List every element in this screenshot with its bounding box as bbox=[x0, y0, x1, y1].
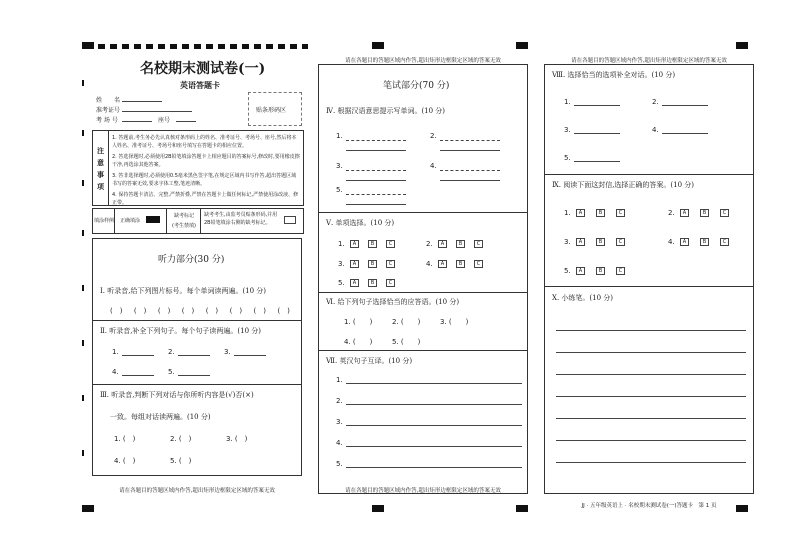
q5-5-option-c[interactable]: C bbox=[386, 279, 395, 287]
q4-answer-1b[interactable] bbox=[346, 150, 406, 151]
q4-answer-3[interactable] bbox=[346, 170, 406, 171]
q6-item-2[interactable]: 2. ( ) bbox=[392, 318, 421, 326]
q9-4-option-c[interactable]: C bbox=[720, 238, 729, 246]
q9-2-option-a[interactable]: A bbox=[680, 209, 689, 217]
written-title: 笔试部分(70 分) bbox=[383, 81, 450, 91]
q4-answer-1[interactable] bbox=[346, 140, 406, 141]
q4-answer-5[interactable] bbox=[346, 194, 406, 195]
q9-item-4: 4. bbox=[668, 238, 675, 246]
q6-item-4[interactable]: 4. ( ) bbox=[344, 338, 373, 346]
q1-blank[interactable]: ( ) bbox=[181, 307, 195, 315]
q5-2-option-b[interactable]: B bbox=[456, 240, 465, 248]
header-note-right: 请在各题目的答题区域内作答,超出矩形边框限定区域的答案无效 bbox=[571, 58, 727, 64]
q4-answer-2[interactable] bbox=[440, 140, 500, 141]
q2-item-3: 3. bbox=[224, 348, 231, 356]
q8-item-4: 4. bbox=[652, 126, 659, 134]
q5-5-option-a[interactable]: A bbox=[350, 279, 359, 287]
corner-mark bbox=[516, 505, 528, 512]
q10-line[interactable] bbox=[556, 330, 746, 331]
q9-1-option-b[interactable]: B bbox=[596, 209, 605, 217]
q5-1-option-a[interactable]: A bbox=[350, 240, 359, 248]
q9-2-option-b[interactable]: B bbox=[700, 209, 709, 217]
header-note-mid: 请在各题目的答题区域内作答,超出矩形边框限定区域的答案无效 bbox=[345, 58, 501, 64]
q4-answer-4[interactable] bbox=[440, 170, 500, 171]
q10-line[interactable] bbox=[556, 396, 746, 397]
notes-divider bbox=[108, 130, 109, 206]
q4-item-1: 1. bbox=[336, 132, 343, 140]
q4-answer-3b[interactable] bbox=[346, 180, 406, 181]
q9-item-5: 5. bbox=[564, 267, 571, 275]
name-field[interactable] bbox=[122, 101, 162, 102]
q10-line[interactable] bbox=[556, 440, 746, 441]
q5-4-option-b[interactable]: B bbox=[456, 260, 465, 268]
q9-3-option-a[interactable]: A bbox=[576, 238, 585, 246]
q8-answer-3[interactable] bbox=[574, 133, 620, 134]
q7-answer-2[interactable] bbox=[346, 404, 522, 405]
exam-subtitle: 英语答题卡 bbox=[180, 80, 220, 90]
q1-blank[interactable]: ( ) bbox=[229, 307, 243, 315]
footer-note-left: 请在各题目的答题区域内作答,超出矩形边框限定区域的答案无效 bbox=[119, 488, 275, 494]
q9-title: Ⅸ. 阅读下面这封信,选择正确的答案。(10 分) bbox=[552, 181, 695, 189]
q3-item-4[interactable]: 4. ( ) bbox=[114, 457, 136, 465]
correct-fill-sample bbox=[146, 216, 160, 223]
q9-5-option-c[interactable]: C bbox=[616, 267, 625, 275]
q5-4-option-c[interactable]: C bbox=[474, 260, 483, 268]
absent-note: 缺考考生,由监考员贴条形码,并用2B铅笔填涂右侧的缺考标记。 bbox=[204, 212, 278, 226]
q5-1-option-b[interactable]: B bbox=[368, 240, 377, 248]
q8-answer-4[interactable] bbox=[662, 133, 708, 134]
name-label: 姓 名 bbox=[96, 97, 121, 104]
right-column bbox=[544, 64, 754, 494]
q5-item-1: 1. bbox=[338, 240, 345, 248]
barcode-label: 贴条形码区 bbox=[256, 107, 287, 114]
q4-title: Ⅳ. 根据汉语意思提示写单词。(10 分) bbox=[326, 107, 446, 115]
q9-3-option-b[interactable]: B bbox=[596, 238, 605, 246]
notes-text: 1. 答题前,考生务必先认真核对条形码上的姓名、准考证号、考场号、座号,然后将本人姓名、准考证号、考场号和座号填写在答题卡的相应位置。 2. 答选择题时,必须使用2B铅笔填涂答题卡上相应题目的答案标号,修改时,要用橡皮擦干净,再选涂其他答案。 3. 答非选择题时,必须使用0.5毫米黑色签字笔,在规定区域内书写作答,超出答题区域书写的答案无效,要求字体工整,笔迹清晰。 4. 保持答题卡清洁、完整,严禁折叠,严禁在答题卡上做任何标记,严禁使用涂改液、修正带。 bbox=[112, 135, 300, 206]
timing-track bbox=[98, 44, 308, 49]
q9-2-option-c[interactable]: C bbox=[720, 209, 729, 217]
side-mark bbox=[82, 230, 84, 236]
seat-field[interactable] bbox=[176, 121, 196, 122]
exam-no-label: 准考证号 bbox=[96, 107, 121, 114]
q9-item-1: 1. bbox=[564, 209, 571, 217]
q5-2-option-c[interactable]: C bbox=[474, 240, 483, 248]
q9-5-option-b[interactable]: B bbox=[596, 267, 605, 275]
listening-title: 听力部分(30 分) bbox=[158, 255, 225, 265]
q4-answer-2b[interactable] bbox=[440, 150, 500, 151]
q3-title-2: 一致。每组对话读两遍。(10 分) bbox=[110, 413, 211, 421]
q5-item-5: 5. bbox=[338, 279, 345, 287]
correct-fill-label: 正确填涂 bbox=[120, 218, 141, 224]
q7-item-5: 5. bbox=[336, 460, 343, 468]
q9-4-option-a[interactable]: A bbox=[680, 238, 689, 246]
q2-title: Ⅱ. 听录音,补全下列句子。每个句子读两遍。(10 分) bbox=[100, 327, 262, 335]
venue-field[interactable] bbox=[122, 121, 152, 122]
q1-blank[interactable]: ( ) bbox=[253, 307, 266, 315]
side-mark bbox=[82, 450, 84, 456]
absent-mark-label: 缺考标记 bbox=[174, 213, 195, 219]
q4-item-3: 3. bbox=[336, 162, 343, 170]
q7-answer-1[interactable] bbox=[346, 383, 522, 384]
q3-item-3[interactable]: 3. ( ) bbox=[226, 435, 248, 443]
q5-item-4: 4. bbox=[426, 260, 433, 268]
q4-item-2: 2. bbox=[430, 132, 437, 140]
q8-item-5: 5. bbox=[564, 154, 571, 162]
q1-answer-row bbox=[110, 306, 290, 316]
q1-blank[interactable]: ( ) bbox=[157, 307, 171, 315]
q5-2-option-a[interactable]: A bbox=[438, 240, 447, 248]
side-mark bbox=[82, 130, 84, 136]
q8-answer-5[interactable] bbox=[574, 161, 620, 162]
q2-item-1: 1. bbox=[112, 348, 119, 356]
footer-note-mid: 请在各题目的答题区域内作答,超出矩形边框限定区域的答案无效 bbox=[345, 488, 501, 494]
absent-mark-box[interactable] bbox=[284, 216, 296, 224]
exam-title: 名校期末测试卷(一) bbox=[140, 61, 266, 77]
q4-answer-5b[interactable] bbox=[346, 204, 406, 205]
q5-5-option-b[interactable]: B bbox=[368, 279, 377, 287]
q8-item-2: 2. bbox=[652, 98, 659, 106]
side-mark bbox=[82, 80, 84, 86]
q8-title: Ⅷ. 选择恰当的选项补全对话。(10 分) bbox=[552, 71, 676, 79]
q3-title: Ⅲ. 听录音,判断下列对话与你所听内容是(√)否(×) bbox=[100, 391, 254, 399]
q7-item-1: 1. bbox=[336, 376, 343, 384]
seat-label: 座号 bbox=[158, 117, 171, 124]
q10-line[interactable] bbox=[556, 352, 746, 353]
q9-1-option-c[interactable]: C bbox=[616, 209, 625, 217]
fill-example-label: 填涂样例 bbox=[94, 218, 115, 224]
q10-title: X. 小练笔。(10 分) bbox=[552, 294, 614, 302]
q8-answer-2[interactable] bbox=[662, 105, 708, 106]
q6-title: Ⅵ. 给下列句子选择恰当的应答语。(10 分) bbox=[326, 298, 460, 306]
q6-item-5[interactable]: 5. ( ) bbox=[392, 338, 421, 346]
q10-line[interactable] bbox=[556, 462, 746, 463]
q2-item-4: 4. bbox=[112, 368, 119, 376]
q8-item-3: 3. bbox=[564, 126, 571, 134]
q9-1-option-a[interactable]: A bbox=[576, 209, 585, 217]
q4-item-4: 4. bbox=[430, 162, 437, 170]
q2-answer-4[interactable] bbox=[122, 375, 154, 376]
q3-item-2[interactable]: 2. ( ) bbox=[170, 435, 192, 443]
q7-answer-5[interactable] bbox=[346, 467, 522, 468]
q3-item-5[interactable]: 5. ( ) bbox=[170, 457, 192, 465]
q7-item-3: 3. bbox=[336, 418, 343, 426]
q8-item-1: 1. bbox=[564, 98, 571, 106]
corner-mark bbox=[82, 505, 94, 512]
q1-blank[interactable]: ( ) bbox=[133, 307, 147, 315]
absent-sub-label: (考生禁填) bbox=[172, 223, 196, 229]
q2-answer-3[interactable] bbox=[234, 355, 266, 356]
q5-item-2: 2. bbox=[426, 240, 433, 248]
page-footer: JJ · 五年级英语上 · 名校期末测试卷(一)答题卡 第 1 页 bbox=[581, 503, 717, 509]
corner-mark bbox=[82, 42, 94, 49]
q2-answer-2[interactable] bbox=[178, 355, 210, 356]
q7-answer-4[interactable] bbox=[346, 446, 522, 447]
q1-title: Ⅰ. 听录音,给下列图片标号。每个单词读两遍。(10 分) bbox=[100, 287, 267, 295]
q5-1-option-c[interactable]: C bbox=[386, 240, 395, 248]
q5-item-3: 3. bbox=[338, 260, 345, 268]
q2-answer-5[interactable] bbox=[178, 375, 210, 376]
q1-blank[interactable]: ( ) bbox=[277, 307, 290, 315]
corner-mark bbox=[516, 42, 528, 49]
q7-title: Ⅶ. 英汉句子互译。(10 分) bbox=[326, 357, 413, 365]
q9-5-option-a[interactable]: A bbox=[576, 267, 585, 275]
q5-3-option-b[interactable]: B bbox=[368, 260, 377, 268]
q3-item-1[interactable]: 1. ( ) bbox=[114, 435, 136, 443]
notes-title: 注 意 事 项 bbox=[97, 147, 104, 191]
q7-answer-3[interactable] bbox=[346, 425, 522, 426]
exam-no-field[interactable] bbox=[122, 111, 192, 112]
corner-mark bbox=[372, 42, 384, 49]
q5-3-option-a[interactable]: A bbox=[350, 260, 359, 268]
q4-item-5: 5. bbox=[336, 186, 343, 194]
corner-mark bbox=[372, 505, 384, 512]
q2-item-5: 5. bbox=[168, 368, 175, 376]
q6-item-1[interactable]: 1. ( ) bbox=[344, 318, 373, 326]
q4-answer-4b[interactable] bbox=[440, 180, 500, 181]
corner-mark bbox=[736, 42, 748, 49]
q10-line[interactable] bbox=[556, 418, 746, 419]
q5-4-option-a[interactable]: A bbox=[438, 260, 447, 268]
side-mark bbox=[82, 340, 84, 346]
q2-answer-1[interactable] bbox=[122, 355, 154, 356]
q1-blank[interactable]: ( ) bbox=[205, 307, 219, 315]
q2-item-2: 2. bbox=[168, 348, 175, 356]
side-mark bbox=[82, 395, 84, 401]
q1-blank[interactable]: ( ) bbox=[110, 307, 123, 315]
q10-line[interactable] bbox=[556, 374, 746, 375]
venue-label: 考 场 号 bbox=[96, 117, 118, 124]
side-mark bbox=[82, 285, 84, 291]
side-mark bbox=[82, 180, 84, 186]
q7-item-2: 2. bbox=[336, 397, 343, 405]
q5-3-option-c[interactable]: C bbox=[386, 260, 395, 268]
q9-3-option-c[interactable]: C bbox=[616, 238, 625, 246]
q9-item-2: 2. bbox=[668, 209, 675, 217]
q8-answer-1[interactable] bbox=[574, 105, 620, 106]
q6-item-3[interactable]: 3. ( ) bbox=[440, 318, 469, 326]
q7-item-4: 4. bbox=[336, 439, 343, 447]
q9-item-3: 3. bbox=[564, 238, 571, 246]
q5-title: Ⅴ. 单项选择。(10 分) bbox=[326, 219, 395, 227]
q9-4-option-b[interactable]: B bbox=[700, 238, 709, 246]
